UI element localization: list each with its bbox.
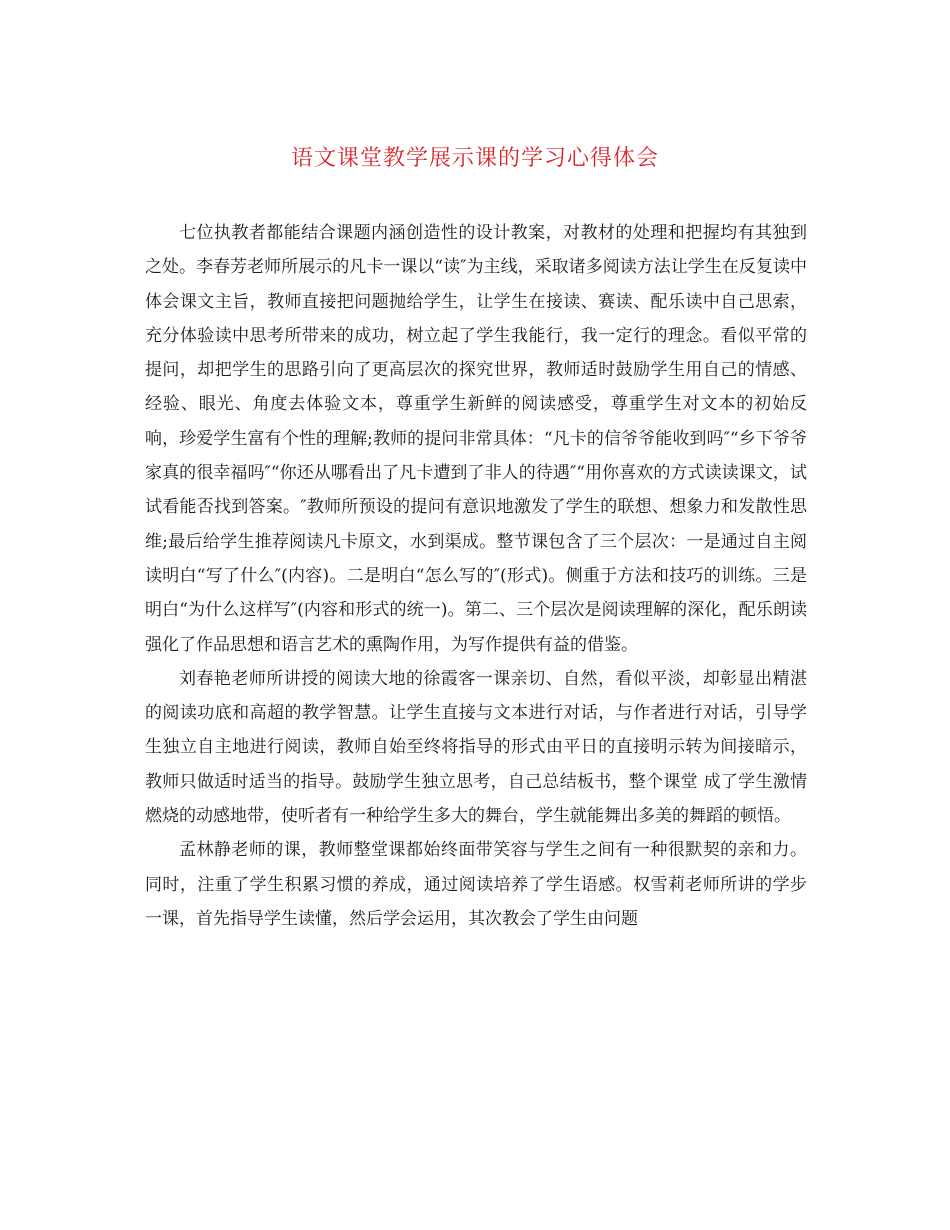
document-title: 语文课堂教学展示课的学习心得体会 xyxy=(290,146,659,171)
paragraph-1: 七位执教者都能结合课题内涵创造性的设计教案，对教材的处理和把握均有其独到之处。李春芳老师所展示的凡卡一课以“读″为主线，采取诸多阅读方法让学生在反复读中体会课文主旨，教师直接把问题抛给学生，让学生在接读、赛读、配乐读中自己思索，充分体验读中思考所带来的成功，树立起了学生我能行，我一定行的理念。看似平常的提问，却把学生的思路引向了更高层次的探究世界，教师适时鼓励学生用自己的情感、经验、眼光、角度去体验文本，尊重学生新鲜的阅读感受，尊重学生对文本的初始反响，珍爱学生富有个性的理解;教师的提问非常具体：“凡卡的信爷爷能收到吗″“乡下爷爷家真的很幸福吗″“你还从哪看出了凡卡遭到了非人的待遇″“用你喜欢的方式读读课文，试试看能否找到答案。″教师所预设的提问有意识地激发了学生的联想、想象力和发散性思维;最后给学生推荐阅读凡卡原文，水到渠成。整节课包含了三个层次：一是通过自主阅读明白“写了什么″(内容)。二是明白“怎么写的″(形式)。侧重于方法和技巧的训练。三是明白“为什么这样写″(内容和形式的统一)。第二、三个层次是阅读理解的深化，配乐朗读强化了作品思想和语言艺术的熏陶作用，为写作提供有益的借鉴。 xyxy=(145,223,807,655)
document-body xyxy=(145,216,807,936)
paragraph-3: 孟林静老师的课，教师整堂课都始终面带笑容与学生之间有一种很默契的亲和力。同时，注重了学生积累习惯的养成，通过阅读培养了学生语感。权雪莉老师所讲的学步一课，首先指导学生读懂，然后学会运用，其次教会了学生由问题 xyxy=(145,840,807,929)
paragraph-2: 刘春艳老师所讲授的阅读大地的徐霞客一课亲切、自然，看似平淡，却彰显出精湛的阅读功底和高超的教学智慧。让学生直接与文本进行对话，与作者进行对话，引导学生独立自主地进行阅读，教师自始至终将指导的形式由平日的直接明示转为间接暗示，教师只做适时适当的指导。鼓励学生独立思考，自己总结板书，整个课堂 成了学生激情燃烧的动感地带，使听者有一种给学生多大的舞台，学生就能舞出多美的舞蹈的顿悟。 xyxy=(145,668,807,827)
